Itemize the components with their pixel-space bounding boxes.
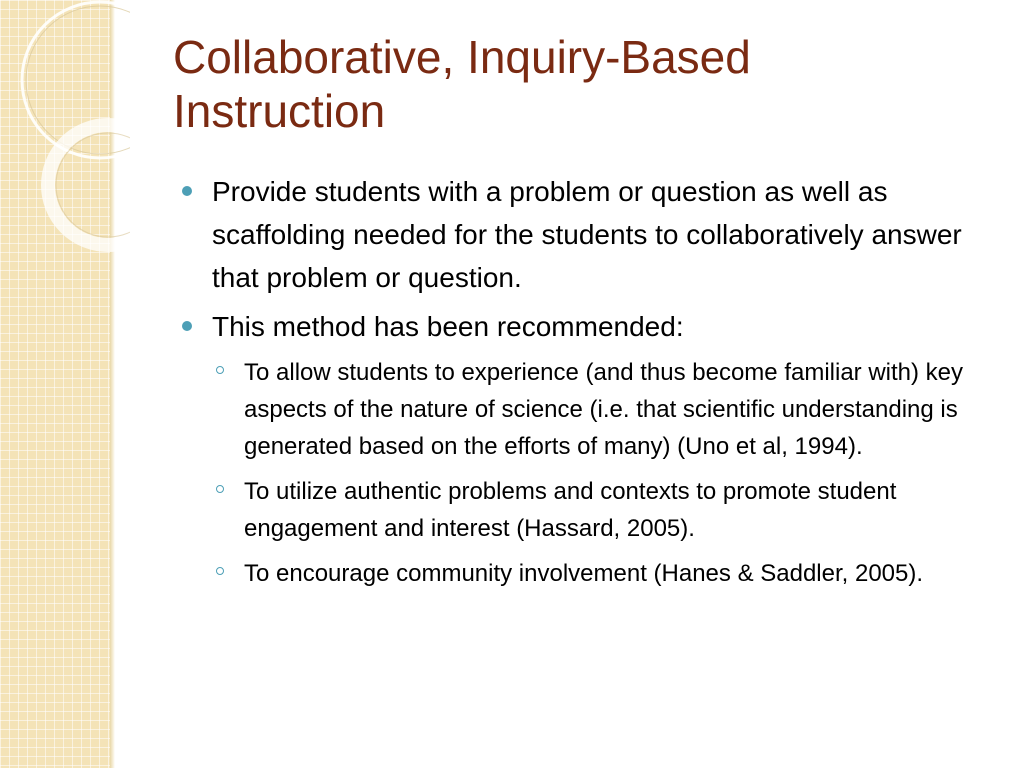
sub-bullet-item	[212, 555, 992, 592]
ring-bullet-icon	[216, 485, 224, 493]
bullet-item	[182, 170, 992, 299]
slide-body	[182, 170, 992, 600]
slide-title: Collaborative, Inquiry-Based Instruction	[173, 31, 751, 137]
sub-bullet-list	[212, 354, 992, 592]
sub-bullet-item	[212, 354, 992, 465]
sub-bullet-text: To allow students to experience (and thus become familiar with) key aspects of the nature of science (i.e. that scientific understanding is generated based on the efforts of many) (Uno et al, 1994).	[244, 359, 964, 460]
bullet-text: This method has been recommended:	[212, 311, 684, 342]
bullet-text: Provide students with a problem or question as well as scaffolding needed for the students to collaboratively answer that problem or question.	[212, 176, 962, 293]
ring-bullet-icon	[216, 567, 224, 575]
sub-bullet-item	[212, 473, 992, 547]
sub-bullet-text: To utilize authentic problems and contexts to promote student engagement and interest (Hassard, 2005).	[244, 478, 897, 542]
bullet-dot-icon	[182, 321, 192, 331]
bullet-item	[182, 305, 992, 348]
bullet-dot-icon	[182, 186, 192, 196]
decorative-rings-icon	[0, 0, 130, 260]
sub-bullet-text: To encourage community involvement (Hanes & Saddler, 2005).	[244, 560, 924, 587]
ring-bullet-icon	[216, 366, 224, 374]
